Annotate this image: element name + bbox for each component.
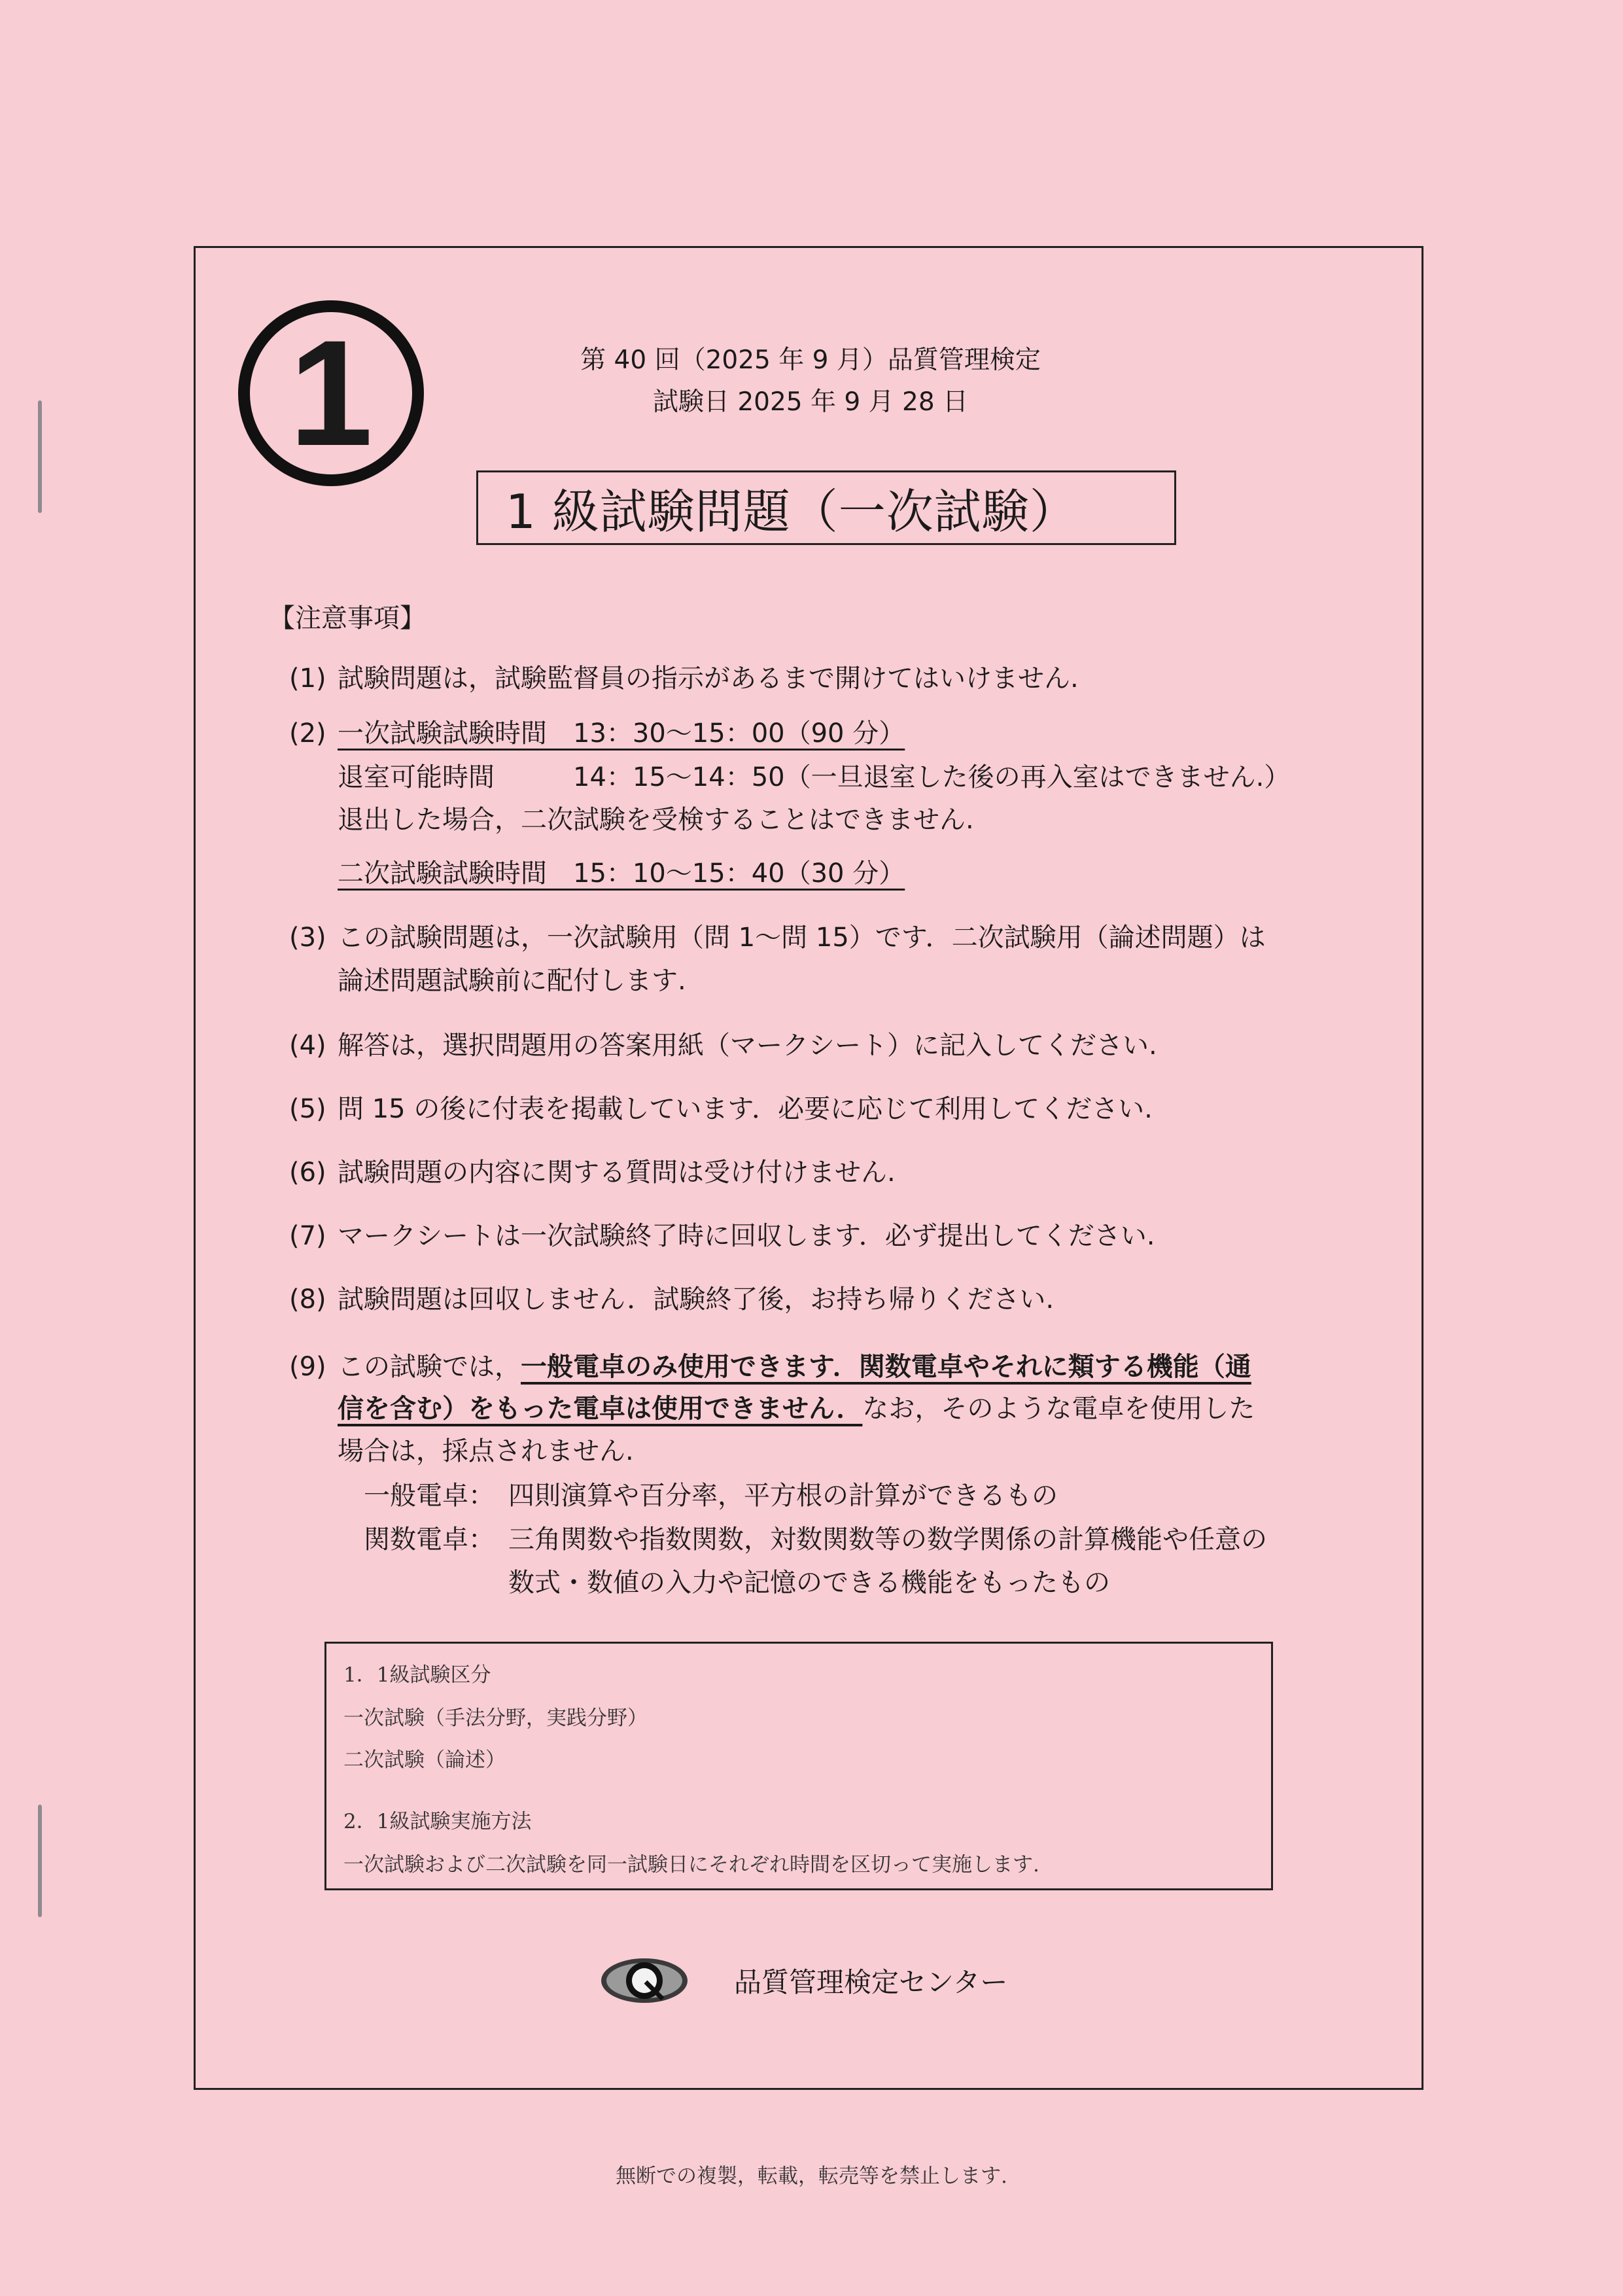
calc-text: 三角関数や指数関数，対数関数等の数学関係の計算機能や任意の — [508, 1525, 1267, 1555]
item-text — [338, 1393, 1255, 1424]
item-number: (3) — [289, 923, 326, 953]
notice-heading: 【注意事項】 — [269, 603, 426, 633]
calc-label: 一般電卓： — [364, 1481, 495, 1511]
item-text: 場合は，採点されません. — [338, 1436, 634, 1466]
exam-date: 試験日 2025 年 9 月 28 日 — [652, 387, 969, 417]
item-number: (6) — [289, 1157, 326, 1188]
info-line: 一次試験（手法分野，実践分野） — [343, 1706, 648, 1730]
copyright-notice: 無断での複製，転載，転売等を禁止します. — [616, 2164, 1007, 2188]
info-line: 2．1級試験実施方法 — [343, 1810, 532, 1833]
circled-number: 1 — [238, 300, 424, 486]
item-number: (4) — [289, 1031, 326, 1061]
calc-text: 数式・数値の入力や記憶のできる機能をもったもの — [508, 1568, 1110, 1598]
exam-info-box — [324, 1642, 1273, 1890]
calculator-warning: 一般電卓のみ使用できます．関数電卓やそれに類する機能（通 — [521, 1352, 1251, 1382]
exam-title: 1 級試験問題（一次試験） — [476, 470, 1176, 545]
calc-label: 関数電卓： — [364, 1525, 495, 1555]
q-logo-icon — [600, 1956, 689, 2005]
item-text: 二次試験試験時間 15：10〜15：40（30 分） — [338, 858, 905, 889]
calculator-warning: 信を含む）をもった電卓は使用できません． — [338, 1394, 863, 1424]
item-text: 問 15 の後に付表を掲載しています．必要に応じて利用してください. — [338, 1094, 1153, 1124]
item-text: 試験問題の内容に関する質問は受け付けません. — [338, 1157, 896, 1188]
item-text — [338, 1351, 1251, 1383]
cover-frame — [194, 246, 1423, 2090]
item-text: 解答は，選択問題用の答案用紙（マークシート）に記入してください. — [338, 1031, 1157, 1061]
item-number: (7) — [289, 1221, 326, 1251]
item-number: (1) — [289, 663, 326, 694]
item-text: 退室可能時間 14：15〜14：50（一旦退室した後の再入室はできません.） — [338, 762, 1291, 792]
info-line: 一次試験および二次試験を同一試験日にそれぞれ時間を区切って実施します. — [343, 1853, 1039, 1877]
info-line: 1．1級試験区分 — [343, 1663, 491, 1687]
item-text: 論述問題試験前に配付します. — [338, 966, 686, 996]
item-number: (8) — [289, 1284, 326, 1315]
item-number: (2) — [289, 718, 326, 749]
item-text-pre: この試験では， — [338, 1352, 521, 1382]
organization-name: 品質管理検定センター — [734, 1966, 1008, 1998]
item-text: 試験問題は，試験監督員の指示があるまで開けてはいけません. — [338, 663, 1079, 694]
item-text: 一次試験試験時間 13：30〜15：00（90 分） — [338, 718, 905, 749]
item-number: (5) — [289, 1094, 326, 1124]
exam-header-line1: 第 40 回（2025 年 9 月）品質管理検定 — [580, 345, 1041, 375]
item-text: 試験問題は回収しません．試験終了後，お持ち帰りください. — [338, 1284, 1055, 1315]
item-text: マークシートは一次試験終了時に回収します．必ず提出してください. — [338, 1221, 1155, 1251]
item-text: この試験問題は，一次試験用（問 1〜問 15）です．二次試験用（論述問題）は — [338, 923, 1266, 953]
item-text: 退出した場合，二次試験を受検することはできません. — [338, 805, 974, 835]
calc-text: 四則演算や百分率，平方根の計算ができるもの — [508, 1481, 1058, 1511]
staple-mark — [38, 400, 42, 513]
staple-mark — [38, 1805, 42, 1917]
item-number: (9) — [289, 1352, 326, 1382]
info-line: 二次試験（論述） — [343, 1748, 506, 1772]
item-text-post: なお，そのような電卓を使用した — [862, 1394, 1255, 1424]
